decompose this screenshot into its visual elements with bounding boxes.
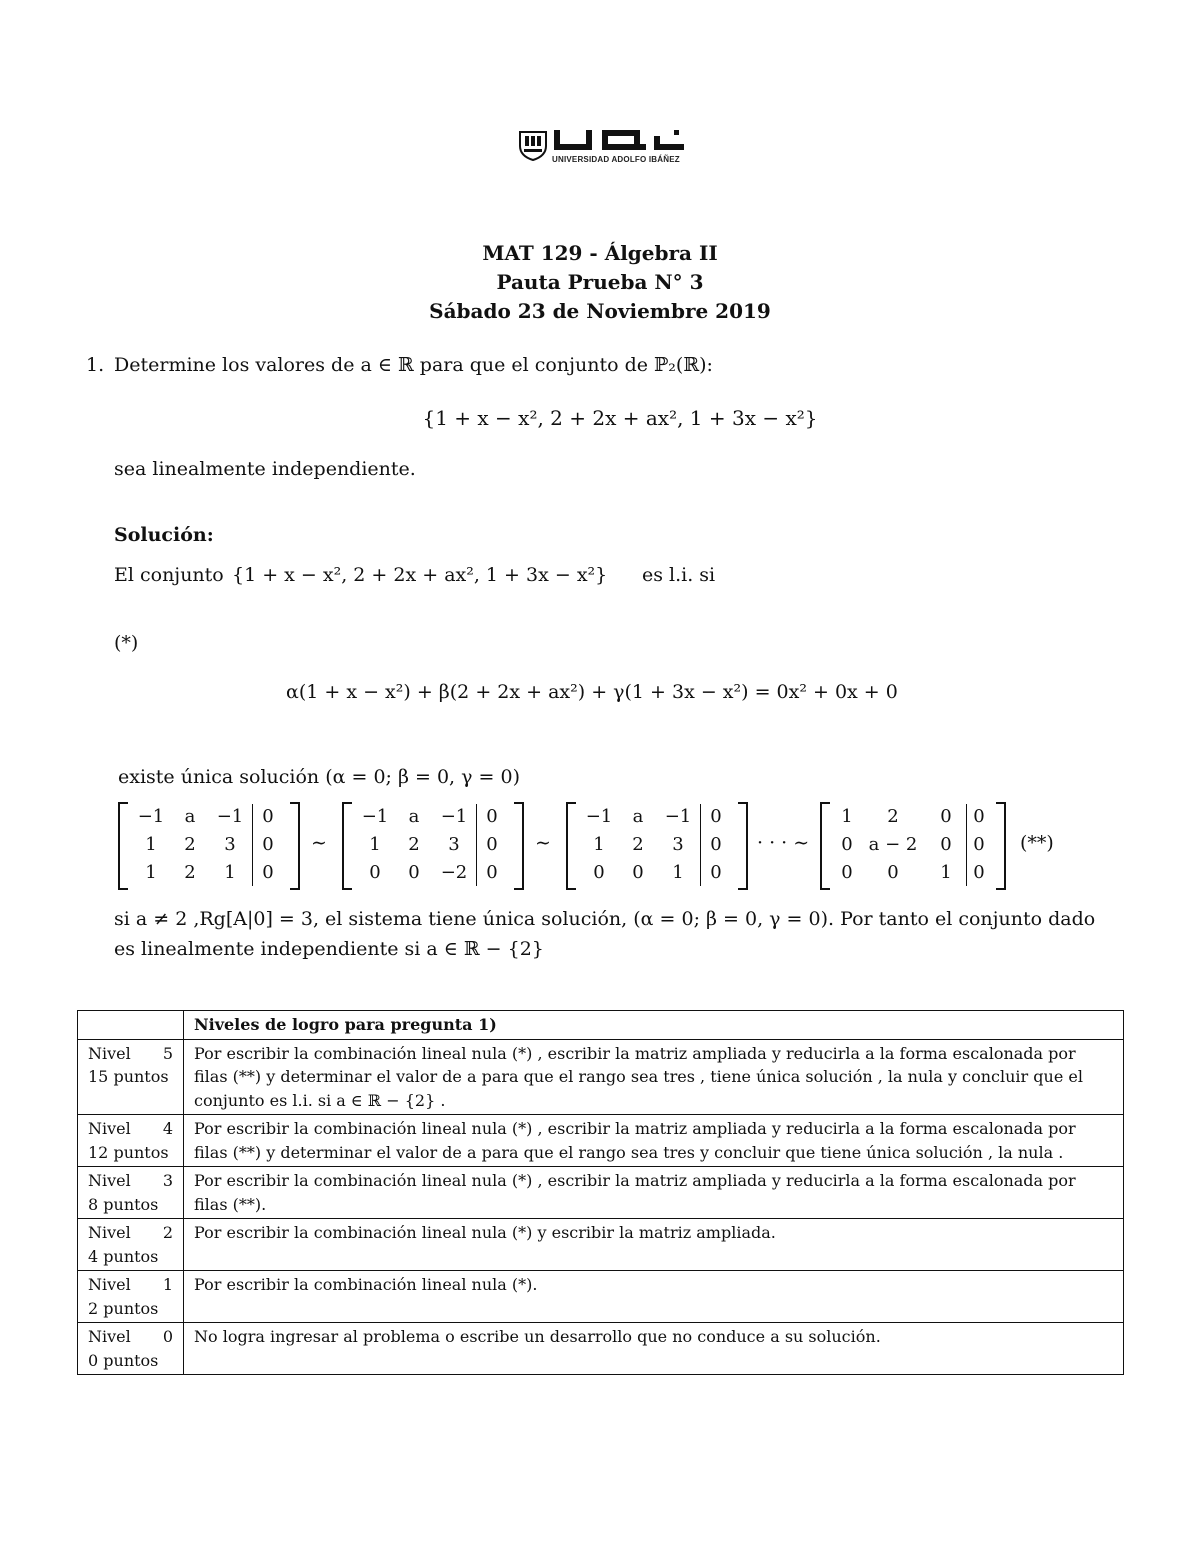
table-row [78,1219,1124,1271]
level-points: 8 puntos [88,1194,159,1214]
level-cell [78,1271,184,1323]
matrix-cell: 0 [887,861,899,883]
solution-heading: Solución: [114,524,214,546]
matrix-cell: 0 [973,833,985,855]
matrix-cell: 0 [486,861,498,883]
level-label: Nivel [88,1327,131,1346]
matrix-cell: 0 [973,805,985,827]
rubric-table [77,1010,1124,1375]
logo-subtitle: UNIVERSIDAD ADOLFO IBÁÑEZ [552,155,680,164]
matrix-cell: 1 [672,861,684,883]
matrix-cell: 0 [841,861,853,883]
level-cell [78,1115,184,1167]
question-number: 1. [86,354,105,376]
matrix-cell: −1 [664,805,692,827]
matrix-cell: 2 [184,861,196,883]
matrix-cell: a [408,805,420,827]
level-description: Por escribir la combinación lineal nula (*) , escribir la matriz ampliada y reducirla a la forma escalonada por filas (**) y determinar el valor de a para que el rango sea tres y concluir que tiene única solución , la nula . [184,1115,1124,1167]
rubric-header: Niveles de logro para pregunta 1) [184,1011,1124,1040]
question-statement: Determine los valores de a ∈ ℝ para que el conjunto de ℙ₂(ℝ): [114,354,713,376]
matrix-cell: 2 [184,833,196,855]
matrix-cell: 1 [145,861,157,883]
matrix-cell: 0 [940,805,952,827]
question-condition: sea linealmente independiente. [114,458,416,480]
level-label: Nivel [88,1223,131,1242]
matrix-cell: −1 [361,805,389,827]
level-description: Por escribir la combinación lineal nula (*) , escribir la matriz ampliada y reducirla a la forma escalonada por filas (**). [184,1167,1124,1219]
matrix-cell: 3 [224,833,236,855]
level-number: 0 [162,1327,173,1346]
unique-solution-text: existe única solución (α = 0; β = 0, γ = 0) [118,766,520,788]
course-title: MAT 129 - Álgebra II [482,241,718,265]
level-description: Por escribir la combinación lineal nula (*) y escribir la matriz ampliada. [184,1219,1124,1271]
matrix-cell: −1 [585,805,613,827]
level-label: Nivel [88,1275,131,1294]
table-row [78,1167,1124,1219]
exam-title: Pauta Prueba N° 3 [496,270,704,294]
matrix-cell: 2 [632,833,644,855]
conclusion-line-2: es linealmente independiente si a ∈ ℝ − {2} [114,938,544,960]
table-header-row [78,1011,1124,1040]
matrix-cell: 0 [593,861,605,883]
matrix-cell: a [632,805,644,827]
matrix-cell: 0 [486,833,498,855]
level-description: Por escribir la combinación lineal nula (*). [184,1271,1124,1323]
matrix-cell: 0 [262,833,274,855]
matrix-3 [566,802,748,888]
equivalence-symbol: · · · ∼ [757,832,810,854]
solution-line1-suffix: es l.i. si [642,564,716,586]
matrix-cell: 1 [145,833,157,855]
matrix-cell: 3 [448,833,460,855]
level-description: Por escribir la combinación lineal nula (*) , escribir la matriz ampliada y reducirla a la forma escalonada por filas (**) y determinar el valor de a para que el rango sea tres , tiene única solución , la nula y concluir que el conjunto es l.i. si a ∈ ℝ − {2} . [184,1039,1124,1115]
level-cell [78,1323,184,1375]
level-label: Nivel [88,1043,131,1063]
conclusion-line-1: si a ≠ 2 ,Rg[A|0] = 3, el sistema tiene única solución, (α = 0; β = 0, γ = 0). Por tanto el conjunto dado [114,908,1096,930]
double-star-marker: (**) [1020,832,1054,854]
level-number: 2 [162,1223,173,1242]
level-number: 1 [162,1275,173,1294]
matrix-cell: 0 [841,833,853,855]
level-points: 2 puntos [88,1298,159,1318]
equivalence-symbol: ∼ [311,832,327,854]
matrix-cell: 0 [408,861,420,883]
level-cell [78,1039,184,1115]
level-points: 15 puntos [88,1067,169,1086]
level-number: 5 [162,1043,173,1063]
matrix-cell: 0 [262,805,274,827]
level-cell [78,1219,184,1271]
matrix-cell: −2 [440,861,468,883]
matrix-cell: −1 [216,805,244,827]
matrix-cell: 1 [841,805,853,827]
header-empty-cell [78,1011,184,1040]
matrix-cell: 0 [973,861,985,883]
matrix-cell: 1 [593,833,605,855]
level-points: 0 puntos [88,1350,159,1370]
matrix-cell: 0 [710,805,722,827]
level-number: 4 [162,1119,173,1138]
level-label: Nivel [88,1171,131,1190]
matrix-cell: 0 [486,805,498,827]
level-number: 3 [162,1171,173,1190]
matrix-4 [820,802,1006,888]
matrix-cell: 0 [369,861,381,883]
matrix-cell: 3 [672,833,684,855]
matrix-cell: 2 [887,805,899,827]
matrix-cell: 0 [262,861,274,883]
star-marker: (*) [114,632,139,654]
matrix-cell: 2 [408,833,420,855]
matrix-cell: 1 [224,861,236,883]
solution-line1-set: {1 + x − x², 2 + 2x + ax², 1 + 3x − x²} [232,564,608,586]
level-points: 4 puntos [88,1246,159,1266]
matrix-1 [118,802,300,888]
matrix-cell: a − 2 [868,833,918,855]
linear-combination-equation: α(1 + x − x²) + β(2 + 2x + ax²) + γ(1 + 3x − x²) = 0x² + 0x + 0 [286,681,898,703]
matrix-cell: 0 [632,861,644,883]
matrix-cell: 0 [940,833,952,855]
matrix-cell: a [184,805,196,827]
table-row [78,1115,1124,1167]
level-points: 12 puntos [88,1142,169,1162]
table-row [78,1039,1124,1115]
matrix-cell: 0 [710,833,722,855]
table-row [78,1271,1124,1323]
solution-line1-prefix: El conjunto [114,564,224,586]
equivalence-symbol: ∼ [535,832,551,854]
level-label: Nivel [88,1119,131,1138]
matrix-2 [342,802,524,888]
exam-date: Sábado 23 de Noviembre 2019 [429,299,771,323]
matrix-cell: 1 [369,833,381,855]
matrix-cell: 1 [940,861,952,883]
matrix-cell: −1 [137,805,165,827]
matrix-cell: −1 [440,805,468,827]
matrix-cell: 0 [710,861,722,883]
polynomial-set: {1 + x − x², 2 + 2x + ax², 1 + 3x − x²} [422,406,818,430]
level-cell [78,1167,184,1219]
level-description: No logra ingresar al problema o escribe un desarrollo que no conduce a su solución. [184,1323,1124,1375]
table-row [78,1323,1124,1375]
